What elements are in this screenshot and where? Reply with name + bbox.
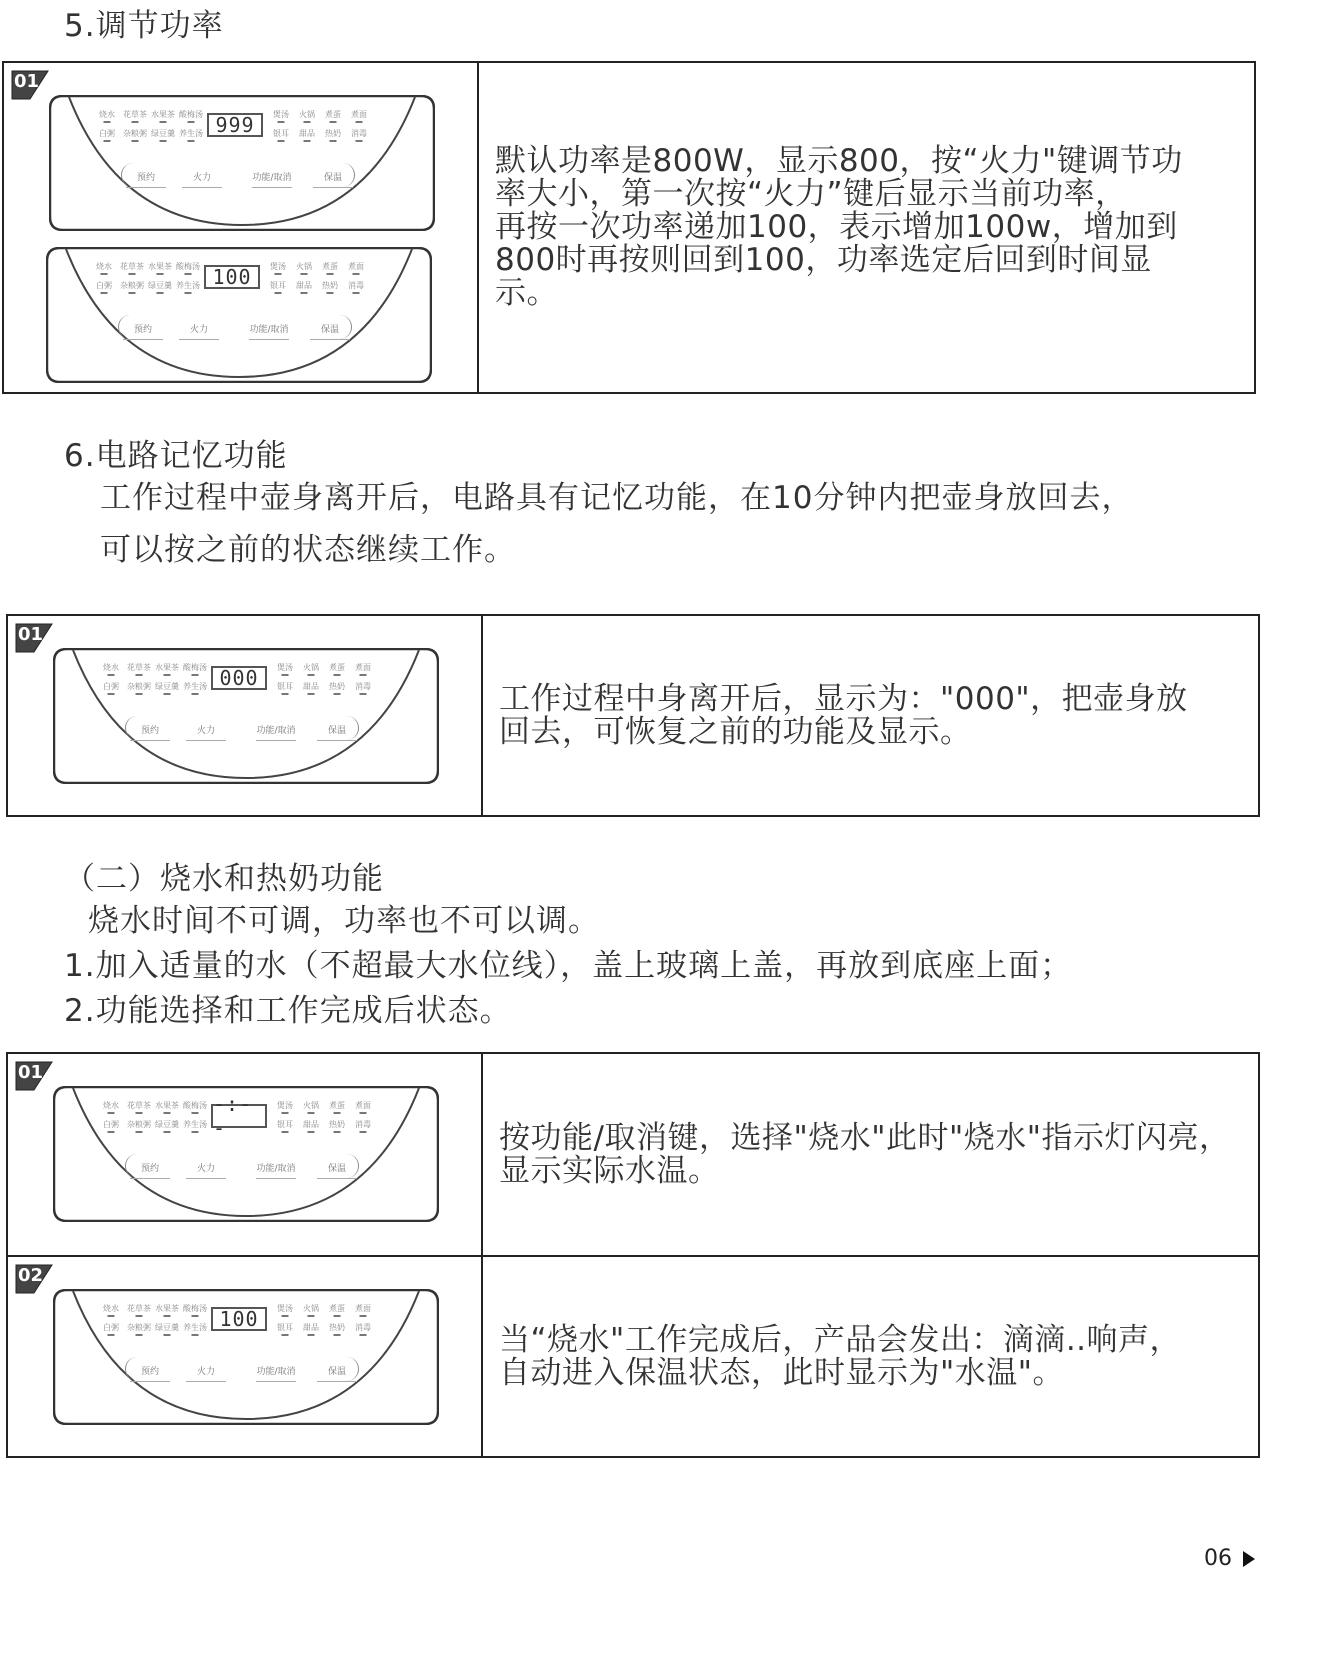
panel-button-label: 保温 <box>327 1367 347 1377</box>
panel-function-label: 养生汤 <box>179 129 203 138</box>
indicator-led <box>353 292 360 294</box>
button-underline <box>126 187 166 188</box>
button-underline <box>310 339 350 340</box>
panel-function-label: 煮蛋 <box>329 663 345 672</box>
indicator-led <box>192 1131 199 1133</box>
indicator-led <box>308 674 315 676</box>
indicator-led <box>164 1131 171 1133</box>
panel-function-label: 煮面 <box>348 262 364 271</box>
step-tag: 02 <box>14 1263 54 1295</box>
text-line: 按功能/取消键，选择"烧水"此时"烧水"指示灯闪亮， <box>499 1119 1231 1156</box>
button-underline <box>130 1178 170 1179</box>
indicator-led <box>304 140 311 142</box>
section5-image-cell <box>4 63 479 392</box>
indicator-led <box>308 693 315 695</box>
section5-text-cell <box>479 63 1254 392</box>
indicator-led <box>360 674 367 676</box>
indicator-led <box>132 140 139 142</box>
indicator-led <box>308 1334 315 1336</box>
panel-function-label: 白粥 <box>103 1120 119 1129</box>
indicator-led <box>308 1112 315 1114</box>
indicator-led <box>192 693 199 695</box>
panel-button-label: 火力 <box>196 1367 216 1377</box>
section6-heading: 6.电路记忆功能 <box>64 438 288 474</box>
panel-function-label: 消毒 <box>348 281 364 290</box>
indicator-led <box>308 1131 315 1133</box>
panel-function-label: 煲汤 <box>270 262 286 271</box>
section-two-paragraph: 烧水时间不可调，功率也不可以调。 <box>88 903 600 939</box>
indicator-led <box>360 1315 367 1317</box>
panel-function-label: 煮面 <box>355 1304 371 1313</box>
indicator-led <box>160 121 167 123</box>
panel-function-label: 银耳 <box>277 1323 293 1332</box>
indicator-led <box>164 693 171 695</box>
button-underline <box>317 1178 357 1179</box>
button-underline <box>252 187 292 188</box>
indicator-led <box>334 693 341 695</box>
indicator-led <box>356 121 363 123</box>
panel-button-label: 预约 <box>133 325 153 335</box>
indicator-led <box>282 1112 289 1114</box>
panel-function-label: 火锅 <box>299 110 315 119</box>
indicator-led <box>278 121 285 123</box>
panel-function-label: 煮蛋 <box>325 110 341 119</box>
section6-paragraph: 可以按之前的状态继续工作。 <box>100 532 516 568</box>
indicator-led <box>185 273 192 275</box>
button-underline <box>256 740 296 741</box>
panel-function-label: 煲汤 <box>277 663 293 672</box>
panel-function-label: 酸梅汤 <box>183 663 207 672</box>
section5-heading: 5.调节功率 <box>64 8 224 44</box>
indicator-led <box>188 140 195 142</box>
indicator-led <box>157 273 164 275</box>
panel-button-label: 火力 <box>189 325 209 335</box>
page-number: 06 <box>1204 1546 1232 1571</box>
panel-function-label: 甜品 <box>303 1323 319 1332</box>
indicator-led <box>108 674 115 676</box>
panel-function-label: 酸梅汤 <box>179 110 203 119</box>
button-underline <box>256 1381 296 1382</box>
section-two-row1-text-cell <box>483 1054 1258 1255</box>
button-underline <box>317 740 357 741</box>
step-tag: 01 <box>14 622 54 654</box>
panel-function-label: 煲汤 <box>277 1304 293 1313</box>
control-panel <box>49 95 435 231</box>
panel-function-label: 花草茶 <box>127 663 151 672</box>
indicator-led <box>282 1315 289 1317</box>
panel-button-label: 保温 <box>323 173 343 183</box>
panel-function-label: 火锅 <box>296 262 312 271</box>
indicator-led <box>334 1315 341 1317</box>
page-footer <box>1204 1546 1256 1571</box>
indicator-led <box>192 674 199 676</box>
indicator-led <box>104 121 111 123</box>
panel-function-label: 花草茶 <box>127 1101 151 1110</box>
indicator-led <box>136 1315 143 1317</box>
panel-function-label: 养生汤 <box>183 682 207 691</box>
text-line: 率大小，第一次按“火力”键后显示当前功率， <box>495 176 1127 212</box>
next-arrow-icon <box>1242 1550 1256 1568</box>
indicator-led <box>160 140 167 142</box>
indicator-led <box>330 121 337 123</box>
panel-function-label: 火锅 <box>303 1304 319 1313</box>
indicator-led <box>334 1334 341 1336</box>
panel-function-label: 热奶 <box>329 1120 345 1129</box>
text-line: 800时再按则回到100，功率选定后回到时间显 <box>495 242 1152 278</box>
panel-function-label: 烧水 <box>103 1304 119 1313</box>
lcd-display: 100 <box>211 1307 267 1331</box>
section-two-image-cell <box>8 1054 483 1456</box>
panel-function-label: 水果茶 <box>148 262 172 271</box>
section-two-row2-text-cell <box>483 1257 1258 1456</box>
panel-function-label: 酸梅汤 <box>183 1101 207 1110</box>
lcd-display: 100 <box>204 265 260 289</box>
panel-function-label: 杂粮粥 <box>120 281 144 290</box>
indicator-led <box>282 1334 289 1336</box>
panel-function-label: 烧水 <box>99 110 115 119</box>
indicator-led <box>192 1315 199 1317</box>
control-panel <box>53 648 439 784</box>
panel-function-label: 甜品 <box>303 1120 319 1129</box>
indicator-led <box>132 121 139 123</box>
button-underline <box>313 187 353 188</box>
button-underline <box>186 1381 226 1382</box>
button-underline <box>249 339 289 340</box>
panel-button-label: 火力 <box>196 1164 216 1174</box>
panel-function-label: 火锅 <box>303 1101 319 1110</box>
panel-button-label: 功能/取消 <box>256 1367 296 1377</box>
row2-description <box>499 1321 1182 1391</box>
indicator-led <box>136 1334 143 1336</box>
section6-description <box>499 680 1188 750</box>
panel-function-label: 绿豆羹 <box>148 281 172 290</box>
indicator-led <box>334 1131 341 1133</box>
indicator-led <box>108 1315 115 1317</box>
panel-function-label: 热奶 <box>329 1323 345 1332</box>
panel-function-label: 煮蛋 <box>322 262 338 271</box>
indicator-led <box>136 1112 143 1114</box>
panel-function-label: 水果茶 <box>155 1304 179 1313</box>
panel-function-label: 银耳 <box>270 281 286 290</box>
panel-function-label: 白粥 <box>103 682 119 691</box>
panel-function-label: 甜品 <box>299 129 315 138</box>
indicator-led <box>108 1334 115 1336</box>
indicator-led <box>164 1112 171 1114</box>
panel-function-label: 银耳 <box>277 1120 293 1129</box>
panel-function-label: 杂粮粥 <box>127 682 151 691</box>
panel-function-label: 热奶 <box>322 281 338 290</box>
button-underline <box>317 1381 357 1382</box>
row1-description <box>499 1119 1231 1189</box>
panel-function-label: 花草茶 <box>127 1304 151 1313</box>
section6-text-cell <box>483 616 1258 815</box>
panel-function-label: 煮面 <box>355 1101 371 1110</box>
text-line: 回去，可恢复之前的功能及显示。 <box>499 713 972 750</box>
panel-function-label: 花草茶 <box>123 110 147 119</box>
lcd-display: 000 <box>211 666 267 690</box>
panel-function-label: 消毒 <box>355 682 371 691</box>
panel-function-label: 白粥 <box>96 281 112 290</box>
panel-function-label: 绿豆羹 <box>151 129 175 138</box>
button-underline <box>182 187 222 188</box>
panel-button-label: 预约 <box>140 726 160 736</box>
text-line: 显示实际水温。 <box>499 1152 720 1189</box>
text-line: 示。 <box>495 275 558 311</box>
indicator-led <box>192 1334 199 1336</box>
control-panel <box>53 1289 439 1425</box>
indicator-led <box>308 1315 315 1317</box>
panel-function-label: 烧水 <box>103 1101 119 1110</box>
panel-button-label: 预约 <box>136 173 156 183</box>
section6-table <box>6 614 1260 817</box>
panel-function-label: 煮蛋 <box>329 1304 345 1313</box>
panel-function-label: 煮蛋 <box>329 1101 345 1110</box>
indicator-led <box>136 693 143 695</box>
panel-function-label: 消毒 <box>355 1323 371 1332</box>
indicator-led <box>185 292 192 294</box>
indicator-led <box>360 1334 367 1336</box>
section6-paragraph: 工作过程中壶身离开后，电路具有记忆功能，在10分钟内把壶身放回去， <box>100 480 1134 516</box>
panel-button-label: 保温 <box>320 325 340 335</box>
indicator-led <box>278 140 285 142</box>
indicator-led <box>108 693 115 695</box>
indicator-led <box>282 693 289 695</box>
indicator-led <box>188 121 195 123</box>
panel-button-label: 预约 <box>140 1164 160 1174</box>
panel-function-label: 水果茶 <box>151 110 175 119</box>
panel-button-label: 功能/取消 <box>256 1164 296 1174</box>
indicator-led <box>275 273 282 275</box>
lcd-display: 999 <box>207 113 263 137</box>
indicator-led <box>136 1131 143 1133</box>
indicator-led <box>101 292 108 294</box>
panel-function-label: 酸梅汤 <box>176 262 200 271</box>
panel-function-label: 白粥 <box>103 1323 119 1332</box>
panel-button-label: 功能/取消 <box>249 325 289 335</box>
indicator-led <box>330 140 337 142</box>
section5-description <box>495 145 1183 310</box>
indicator-led <box>353 273 360 275</box>
indicator-led <box>164 1315 171 1317</box>
panel-function-label: 消毒 <box>355 1120 371 1129</box>
text-line: 默认功率是800W，显示800，按“火力"键调节功 <box>495 143 1183 179</box>
panel-function-label: 杂粮粥 <box>123 129 147 138</box>
panel-function-label: 养生汤 <box>176 281 200 290</box>
panel-function-label: 煮面 <box>351 110 367 119</box>
indicator-led <box>101 273 108 275</box>
button-underline <box>186 1178 226 1179</box>
indicator-led <box>356 140 363 142</box>
panel-function-label: 银耳 <box>273 129 289 138</box>
text-line: 再按一次功率递加100，表示增加100w，增加到 <box>495 209 1178 245</box>
control-panel <box>46 247 432 383</box>
indicator-led <box>192 1112 199 1114</box>
text-line: 自动进入保温状态，此时显示为"水温"。 <box>499 1354 1065 1391</box>
section5-table <box>2 61 1256 394</box>
panel-button-label: 保温 <box>327 726 347 736</box>
indicator-led <box>136 674 143 676</box>
panel-function-label: 消毒 <box>351 129 367 138</box>
indicator-led <box>360 1131 367 1133</box>
indicator-led <box>129 273 136 275</box>
panel-function-label: 绿豆羹 <box>155 1323 179 1332</box>
indicator-led <box>360 693 367 695</box>
panel-function-label: 水果茶 <box>155 663 179 672</box>
section-two-table <box>6 1052 1260 1458</box>
panel-function-label: 煮面 <box>355 663 371 672</box>
panel-function-label: 煲汤 <box>277 1101 293 1110</box>
panel-function-label: 酸梅汤 <box>183 1304 207 1313</box>
indicator-led <box>104 140 111 142</box>
indicator-led <box>157 292 164 294</box>
indicator-led <box>327 273 334 275</box>
indicator-led <box>164 674 171 676</box>
button-underline <box>130 1381 170 1382</box>
text-line: 当“烧水"工作完成后，产品会发出：滴滴..响声， <box>499 1321 1182 1358</box>
panel-function-label: 甜品 <box>303 682 319 691</box>
button-underline <box>186 740 226 741</box>
panel-function-label: 热奶 <box>329 682 345 691</box>
text-line: 工作过程中身离开后，显示为："000"，把壶身放 <box>499 680 1188 717</box>
section-two-paragraph: 1.加入适量的水（不超最大水位线），盖上玻璃上盖，再放到底座上面； <box>64 948 1073 984</box>
button-underline <box>130 740 170 741</box>
panel-function-label: 银耳 <box>277 682 293 691</box>
section-two-paragraph: 2.功能选择和工作完成后状态。 <box>64 993 512 1029</box>
panel-function-label: 养生汤 <box>183 1323 207 1332</box>
panel-function-label: 杂粮粥 <box>127 1323 151 1332</box>
panel-function-label: 花草茶 <box>120 262 144 271</box>
panel-function-label: 热奶 <box>325 129 341 138</box>
indicator-led <box>282 1131 289 1133</box>
indicator-led <box>275 292 282 294</box>
button-underline <box>179 339 219 340</box>
indicator-led <box>129 292 136 294</box>
panel-button-label: 火力 <box>196 726 216 736</box>
control-panel <box>53 1086 439 1222</box>
panel-function-label: 绿豆羹 <box>155 1120 179 1129</box>
indicator-led <box>334 1112 341 1114</box>
panel-function-label: 烧水 <box>103 663 119 672</box>
section-two-heading: （二）烧水和热奶功能 <box>64 861 384 897</box>
panel-function-label: 杂粮粥 <box>127 1120 151 1129</box>
lcd-display: -:-- <box>211 1104 267 1128</box>
section6-image-cell <box>8 616 483 815</box>
panel-function-label: 烧水 <box>96 262 112 271</box>
button-underline <box>123 339 163 340</box>
panel-function-label: 水果茶 <box>155 1101 179 1110</box>
panel-function-label: 煲汤 <box>273 110 289 119</box>
indicator-led <box>301 292 308 294</box>
panel-function-label: 绿豆羹 <box>155 682 179 691</box>
panel-button-label: 火力 <box>192 173 212 183</box>
step-tag: 01 <box>14 1060 54 1092</box>
panel-function-label: 白粥 <box>99 129 115 138</box>
indicator-led <box>108 1112 115 1114</box>
panel-function-label: 甜品 <box>296 281 312 290</box>
indicator-led <box>301 273 308 275</box>
panel-function-label: 养生汤 <box>183 1120 207 1129</box>
panel-function-label: 火锅 <box>303 663 319 672</box>
panel-button-label: 功能/取消 <box>252 173 292 183</box>
button-underline <box>256 1178 296 1179</box>
indicator-led <box>334 674 341 676</box>
indicator-led <box>164 1334 171 1336</box>
indicator-led <box>360 1112 367 1114</box>
indicator-led <box>327 292 334 294</box>
step-tag: 01 <box>10 69 50 101</box>
indicator-led <box>304 121 311 123</box>
panel-button-label: 功能/取消 <box>256 726 296 736</box>
panel-button-label: 保温 <box>327 1164 347 1174</box>
indicator-led <box>282 674 289 676</box>
indicator-led <box>108 1131 115 1133</box>
panel-button-label: 预约 <box>140 1367 160 1377</box>
